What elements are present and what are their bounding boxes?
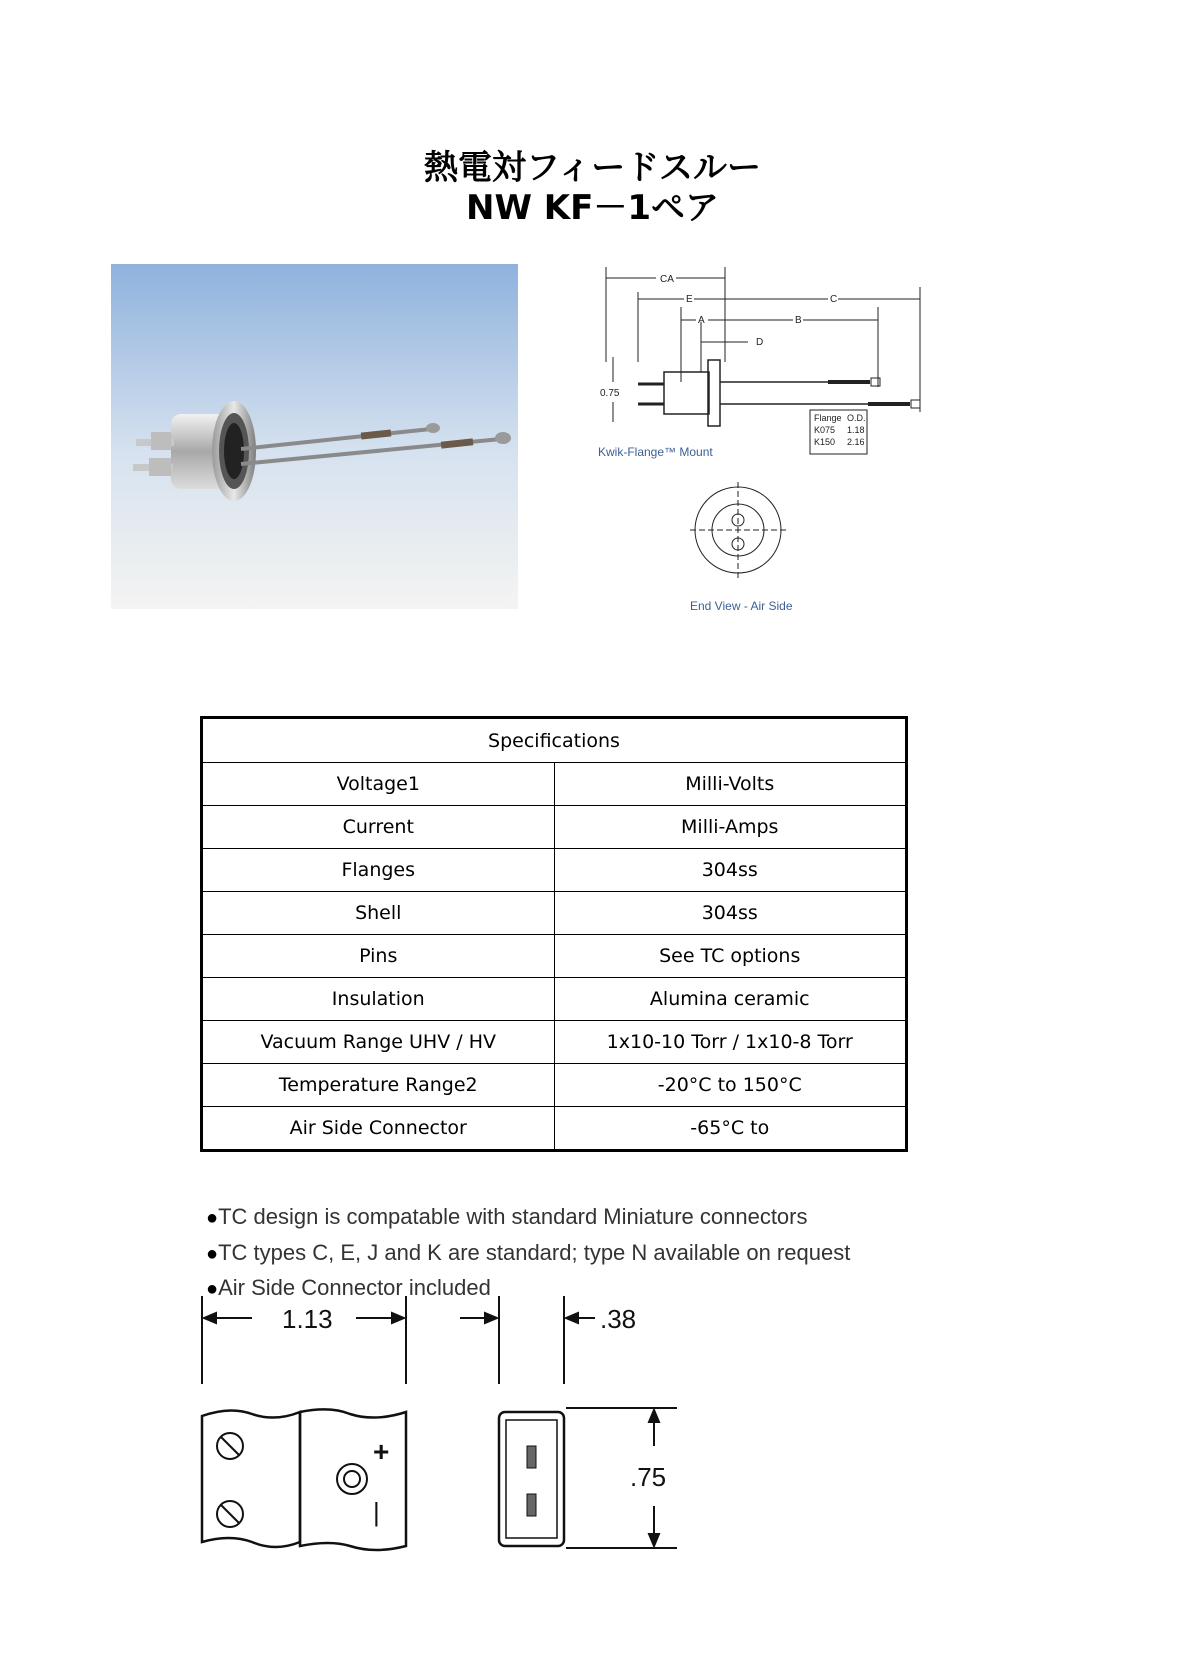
page-subtitle: NW KF－1ペア — [465, 188, 720, 228]
spec-value: Alumina ceramic — [554, 978, 907, 1021]
feedthrough-diagram — [598, 262, 928, 622]
table-row — [202, 1021, 907, 1064]
table-row — [202, 935, 907, 978]
connector-diagram — [190, 1296, 690, 1566]
dim-height: .75 — [630, 1462, 667, 1492]
flange-header-flange: Flange — [814, 413, 842, 423]
spec-label: Pins — [202, 935, 555, 978]
spec-label: Current — [202, 806, 555, 849]
bullet-icon: ● — [206, 1278, 219, 1300]
spec-value: Milli-Amps — [554, 806, 907, 849]
dim-b: B — [795, 315, 802, 326]
dim-e: E — [686, 294, 693, 305]
mount-label: Kwik-Flange™ Mount — [598, 445, 713, 459]
dim-d: D — [756, 337, 764, 348]
specifications-header: Specifications — [202, 718, 907, 763]
bullet-icon: ● — [206, 1207, 219, 1229]
spec-value: -20°C to 150°C — [554, 1064, 907, 1107]
spec-label: Voltage1 — [202, 763, 555, 806]
spec-label: Vacuum Range UHV / HV — [202, 1021, 555, 1064]
spec-value: 304ss — [554, 849, 907, 892]
dim-a: A — [698, 315, 705, 326]
dim-ca: CA — [660, 274, 674, 285]
dim-depth: .38 — [600, 1304, 637, 1334]
dim-c: C — [830, 294, 838, 305]
page-title: 熱電対フィードスルー — [424, 148, 761, 188]
spec-label: Temperature Range2 — [202, 1064, 555, 1107]
plus-icon: + — [373, 1436, 390, 1467]
spec-label: Air Side Connector — [202, 1107, 555, 1151]
list-item — [206, 1236, 850, 1272]
spec-label: Shell — [202, 892, 555, 935]
flange-row2-od: 2.16 — [847, 437, 865, 447]
dim-diameter: 0.75 — [600, 388, 620, 399]
spec-label: Insulation — [202, 978, 555, 1021]
flange-header-od: O.D. — [847, 413, 866, 423]
spec-value: 304ss — [554, 892, 907, 935]
note-text: TC design is compatable with standard Miniature connectors — [218, 1204, 808, 1229]
bullet-icon: ● — [206, 1242, 219, 1265]
table-row — [202, 978, 907, 1021]
spec-label: Flanges — [202, 849, 555, 892]
notes-list — [206, 1200, 850, 1307]
flange-row1-od: 1.18 — [847, 425, 865, 435]
table-row — [202, 806, 907, 849]
spec-value: See TC options — [554, 935, 907, 978]
table-row — [202, 1107, 907, 1151]
table-row — [202, 763, 907, 806]
minus-icon: | — [373, 1497, 380, 1527]
spec-value: 1x10-10 Torr / 1x10-8 Torr — [554, 1021, 907, 1064]
specifications-table — [200, 716, 908, 1152]
list-item — [206, 1200, 850, 1236]
table-row — [202, 849, 907, 892]
spec-value: -65°C to — [554, 1107, 907, 1151]
flange-row2-name: K150 — [814, 437, 836, 447]
spec-value: Milli-Volts — [554, 763, 907, 806]
flange-row1-name: K075 — [814, 425, 836, 435]
note-text: TC types C, E, J and K are standard; type N available on request — [218, 1239, 851, 1265]
product-photo — [111, 264, 518, 609]
end-view-label: End View - Air Side — [690, 599, 793, 613]
table-row — [202, 1064, 907, 1107]
dim-width: 1.13 — [282, 1304, 333, 1334]
note-text: Air Side Connector included — [218, 1275, 491, 1300]
table-row — [202, 892, 907, 935]
